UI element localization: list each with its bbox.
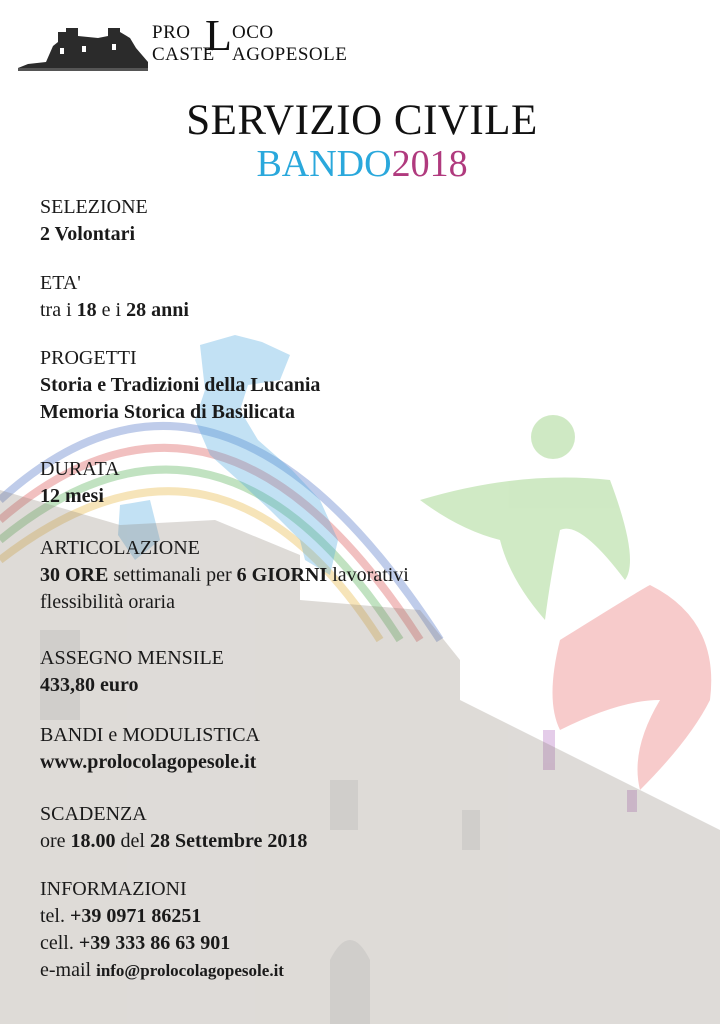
eta-max: 28 anni (126, 299, 189, 321)
scadenza-time: 18.00 (70, 830, 116, 852)
logo-caste: CASTE (152, 44, 215, 65)
progetti-item: Memoria Storica di Basilicata (40, 401, 295, 423)
assegno-label: ASSEGNO MENSILE (40, 647, 224, 669)
selezione-value: 2 Volontari (40, 223, 136, 245)
section-progetti (40, 345, 320, 426)
section-durata (40, 456, 120, 510)
articolazione-label: ARTICOLAZIONE (40, 537, 200, 559)
logo-agopesole: AGOPESOLE (232, 44, 348, 65)
section-selezione (40, 194, 148, 248)
email-label: e-mail (40, 959, 92, 981)
logo-oco: OCO (232, 22, 274, 43)
eta-mid: e i (101, 299, 122, 321)
progetti-item: Storia e Tradizioni della Lucania (40, 374, 321, 396)
tel-label: tel. (40, 905, 65, 927)
durata-label: DURATA (40, 458, 120, 480)
tel-value[interactable]: +39 0971 86251 (70, 905, 202, 927)
articolazione-post: lavorativi (332, 564, 409, 586)
section-assegno (40, 645, 224, 699)
subtitle-year: 2018 (391, 143, 468, 185)
scadenza-pre: ore (40, 830, 66, 852)
durata-value: 12 mesi (40, 485, 104, 507)
section-informazioni (40, 876, 284, 984)
cell-label: cell. (40, 932, 74, 954)
email-link[interactable]: info@prolocolagopesole.it (96, 961, 284, 980)
articolazione-line2: flessibilità oraria (40, 591, 175, 613)
page-title: SERVIZIO CIVILE (186, 97, 538, 144)
page-subtitle (0, 142, 724, 186)
section-articolazione (40, 535, 409, 616)
progetti-label: PROGETTI (40, 347, 137, 369)
logo-big-l: L (205, 11, 233, 60)
cell-value[interactable]: +39 333 86 63 901 (78, 932, 231, 954)
eta-min: 18 (76, 299, 97, 321)
eta-pre: tra i (40, 299, 72, 321)
articolazione-mid: settimanali per (113, 564, 232, 586)
eta-label: ETA' (40, 272, 81, 294)
bandi-label: BANDI e MODULISTICA (40, 724, 260, 746)
section-bandi (40, 722, 260, 776)
section-scadenza (40, 801, 307, 855)
scadenza-label: SCADENZA (40, 803, 147, 825)
bandi-website-link[interactable]: www.prolocolagopesole.it (40, 751, 257, 773)
logo-pro: PRO (152, 22, 191, 43)
section-eta (40, 270, 189, 324)
informazioni-label: INFORMAZIONI (40, 878, 187, 900)
selezione-label: SELEZIONE (40, 196, 148, 218)
scadenza-mid: del (120, 830, 145, 852)
assegno-value: 433,80 euro (40, 674, 139, 696)
scadenza-date: 28 Settembre 2018 (149, 830, 308, 852)
articolazione-giorni: 6 GIORNI (236, 564, 328, 586)
articolazione-ore: 30 ORE (40, 564, 109, 586)
subtitle-bando: BANDO (256, 143, 392, 185)
